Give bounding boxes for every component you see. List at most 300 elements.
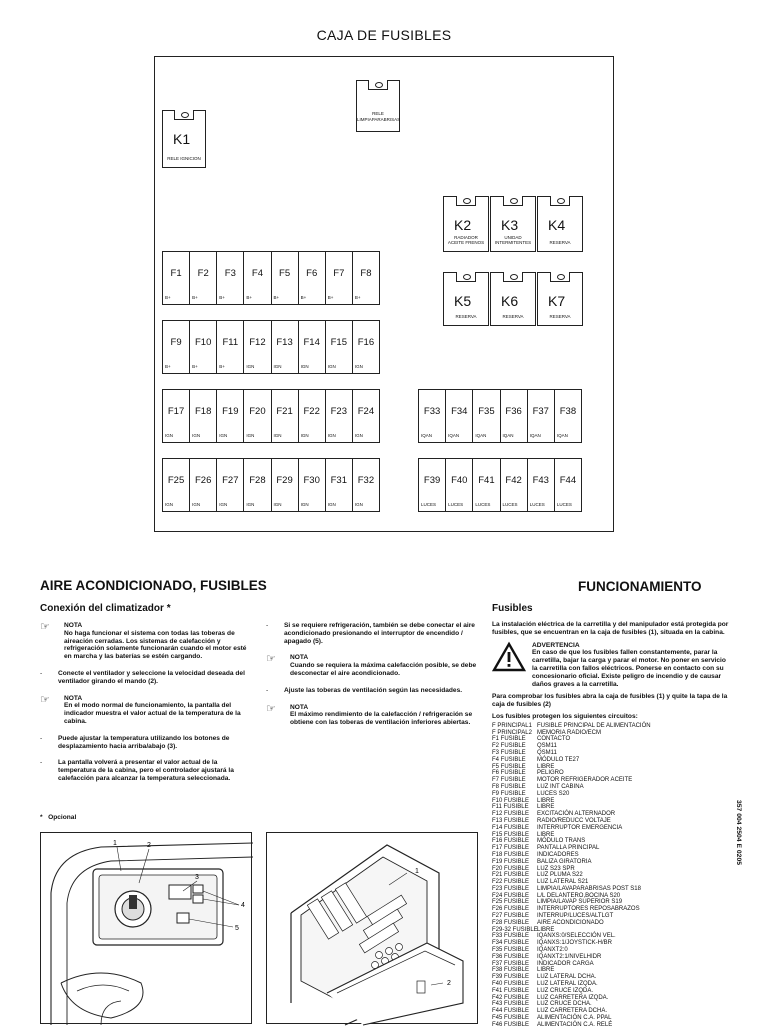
fuse-list-circuit: LUZ CRUCE DCHA. (537, 1001, 592, 1008)
fuse-list-circuit: FUSIBLE PRINCIPAL DE ALIMENTACIÓN (537, 722, 651, 729)
fuse-slot (272, 321, 299, 373)
fuse-list-id: F7 FUSIBLE (492, 777, 526, 784)
callout-number: 1 (113, 840, 117, 847)
fuse-row (418, 389, 582, 443)
fuse-list-circuit: CONTACTO (537, 736, 571, 743)
nota-block (266, 654, 478, 677)
nota-block (266, 704, 478, 727)
footnote-text: Opcional (48, 814, 77, 821)
fuse-slot (163, 459, 190, 511)
fuse-list-id: F33 FUSIBLE (492, 933, 530, 940)
fuse-list-circuit: IQANXT2:0 (537, 947, 568, 954)
fuse-circuit: LUCES (448, 502, 464, 507)
relay (537, 272, 583, 326)
fuse-id: F22 (303, 406, 320, 417)
fuse-id: F38 (559, 406, 577, 417)
fuse-id: F40 (451, 475, 468, 486)
section-header-right: FUNCIONAMIENTO (578, 579, 702, 594)
fuse-list-id: F28 FUSIBLE (492, 919, 530, 926)
relay (162, 110, 206, 168)
fuse-row (162, 320, 380, 374)
callout-leader (117, 847, 121, 871)
fuse-id: F26 (195, 475, 212, 486)
fuse-list-circuit: IQANXS:0/SELECCIÓN VEL. (537, 933, 616, 940)
fuse-id: F15 (330, 337, 347, 348)
right-column-text (492, 621, 732, 1029)
relay-tab-icon (368, 80, 388, 90)
bullet-item: - Conecte el ventilador y seleccione la velocidad deseada del ventilador girando el mando (2). (40, 670, 254, 686)
fuse-id: F2 (197, 268, 209, 279)
bullet-text: La pantalla volverá a presentar el valor actual de la temperatura de la cabina, pero el controlador ajustará la calefacción para alcanzar la temperatura seleccionada. (58, 759, 234, 782)
fuse-slot (501, 390, 528, 442)
diagram-title: CAJA DE FUSIBLES (316, 27, 452, 43)
fuse-list-circuit: LUZ LATERAL DCHA. (537, 974, 597, 981)
relay-tab-icon (503, 272, 523, 282)
fuse-list-circuit: PELIGRO (537, 770, 564, 777)
nota-text: El máximo rendimiento de la calefacción / refrigeración se obtiene con las toberas de ventilación inferiores abiertas. (290, 711, 473, 727)
relay-id: K5 (454, 293, 472, 309)
fuse-list-circuit: MEMORIA RADIO/ECM (537, 729, 602, 736)
fuse-list-id: F21 FUSIBLE (492, 872, 530, 879)
fuse-circuit: IQAN (448, 433, 460, 438)
fuse-id: F18 (195, 406, 212, 417)
relay-tab-icon (456, 272, 476, 282)
footnote-optional (40, 814, 76, 822)
fuse-id: F23 (330, 406, 347, 417)
fuse-slot (528, 459, 555, 511)
fuse-id: F39 (423, 475, 441, 486)
relay-id: K4 (548, 217, 566, 233)
fuse-circuit: IGN (219, 433, 228, 438)
fuse-slot (419, 459, 446, 511)
relay-tab-icon (456, 196, 476, 206)
fuse-slot (163, 252, 190, 304)
fuse-circuit: IGN (327, 364, 336, 369)
fuse-list-circuit: INTERRUPTOR EMERGENCIA (537, 824, 623, 831)
fuse-list-id: F23 FUSIBLE (492, 885, 530, 892)
fuse-id: F33 (423, 406, 441, 417)
pointing-hand-icon: ☞ (266, 653, 276, 666)
fuse-circuit: IQAN (502, 433, 514, 438)
fuse-circuit: IGN (273, 502, 282, 507)
relay-id: K2 (454, 217, 472, 233)
fuse-circuit: B+ (246, 295, 253, 300)
fuse-circuit: LUCES (502, 502, 518, 507)
fuse-slot (190, 459, 217, 511)
fuse-list-circuit: LIBRE (537, 831, 555, 838)
fuse-slot (446, 390, 473, 442)
relay-id: K7 (548, 293, 566, 309)
relay-label: RESERVA (455, 314, 477, 319)
figure-fuse-box (266, 832, 478, 1024)
relay (356, 80, 400, 132)
relay-id: K6 (501, 293, 519, 309)
check-text: Para comprobar los fusibles abra la caja de fusibles (1) y quite la tapa de la caja de fusibles (2) (492, 693, 728, 709)
fuse-row (162, 389, 380, 443)
fuse-circuit: IGN (273, 364, 282, 369)
nota-label: NOTA (64, 622, 83, 629)
fuse-list-id: F20 FUSIBLE (492, 865, 530, 872)
callout-number: 2 (147, 842, 151, 849)
fuse-list-circuit: LIBRE (537, 926, 555, 933)
relay-label: RESERVA (502, 314, 524, 319)
fuse-circuit: LUCES (475, 502, 491, 507)
fuse-circuit: IGN (300, 502, 309, 507)
fuse-slot (244, 252, 271, 304)
fuse-list-circuit: PANTALLA PRINCIPAL (537, 845, 600, 852)
fuse-list-id: F37 FUSIBLE (492, 960, 530, 967)
fuse-list-circuit: L/L DELANTERO,BOCINA S20 (537, 892, 621, 899)
fuse-slot (244, 321, 271, 373)
fuse-slot (555, 390, 581, 442)
left-column-text (40, 622, 254, 783)
fuse-list (492, 723, 732, 1029)
figure-climate-panel (40, 832, 252, 1024)
bullet-text: Si se requiere refrigeración, también se debe conectar el aire acondicionado presionando el interruptor de encendido / apagado (5). (284, 622, 475, 645)
fuse-list-id: F29-32 FUSIBLE (492, 926, 538, 933)
fuse-row (418, 458, 582, 512)
fuse-id: F10 (195, 337, 212, 348)
fuse-slot (353, 459, 379, 511)
fuse-slot (190, 390, 217, 442)
fuse-list-circuit: LUZ LATERAL S21 (537, 879, 589, 886)
relay-label: RESERVA (549, 314, 571, 319)
fuse-circuit: IGN (354, 502, 363, 507)
callout-number: 2 (447, 980, 451, 987)
fuse-circuit: B+ (192, 364, 198, 369)
middle-column-text (266, 622, 478, 727)
fuse-list-id: F22 FUSIBLE (492, 879, 530, 886)
fuse-circuit: LUCES (421, 502, 437, 507)
fuse-list-circuit: ALIMENTACIÓN C.A. RELÉ (537, 1021, 613, 1028)
warning-title: ADVERTENCIA (532, 641, 580, 649)
fuse-list-circuit: BALIZA GIRATORIA (537, 858, 592, 865)
callout-number: 3 (195, 874, 199, 881)
relay (537, 196, 583, 252)
fuse-circuit: B+ (354, 295, 361, 300)
nota-label: NOTA (64, 694, 83, 702)
fuse-list-id: F15 FUSIBLE (492, 831, 530, 838)
fuse-circuit: IGN (246, 502, 255, 507)
fuse-list-id: F40 FUSIBLE (492, 981, 530, 988)
fuse-id: F37 (532, 406, 549, 417)
fuse-circuit: IGN (165, 433, 174, 438)
fuse-list-id: F8 FUSIBLE (492, 783, 526, 790)
fuse-circuit: IGN (192, 433, 201, 438)
fuse-list-circuit: LUZ LATERAL IZQDA. (537, 981, 598, 988)
relay-id: K1 (173, 131, 191, 147)
fuse-circuit: IGN (327, 433, 336, 438)
fuse-slot (326, 459, 353, 511)
fuse-circuit: IQAN (529, 433, 541, 438)
nota-block (40, 622, 254, 661)
fuse-list-id: F27 FUSIBLE (492, 913, 530, 920)
relay-label: UNIDAD INTERMITENTES (494, 235, 532, 245)
fuse-list-circuit: LUZ CARRETERA DCHA. (537, 1008, 608, 1015)
fuse-id: F32 (357, 475, 375, 486)
fuse-list-id: F38 FUSIBLE (492, 967, 530, 974)
bullet-item: - Puede ajustar la temperatura utilizando los botones de desplazamiento hacia arriba/abajo (3). (40, 735, 254, 751)
fuse-list-circuit: MÓDULO TRANS (537, 838, 586, 845)
fuse-box-illustration (267, 833, 479, 1025)
bullet-item: - Si se requiere refrigeración, también se debe conectar el aire acondicionado presionando el interruptor de encendido / apagado (5). (266, 622, 478, 645)
fuse-slot (272, 390, 299, 442)
fuse-id: F35 (478, 406, 495, 417)
fuse-circuit: IQAN (421, 433, 433, 438)
fuse-list-circuit: INTERRUP/LUCES/ALTLGT (537, 913, 614, 920)
fuse-list-circuit: IQANXT2:1/NIVELHIDR (537, 953, 602, 960)
fuse-slot (299, 321, 326, 373)
fuse-slot (326, 252, 353, 304)
relay-label: RADIADOR ACEITE FRENOS (447, 235, 485, 245)
fuse-circuit: IGN (327, 502, 336, 507)
relay-label: RELE IGNICION (167, 156, 201, 161)
fuse-id: F11 (222, 337, 239, 348)
fuse-id: F25 (167, 475, 185, 486)
fuse-list-id: F43 FUSIBLE (492, 1001, 530, 1008)
subheader-climatizador: Conexión del climatizador * (40, 603, 171, 614)
fuse-list-circuit: MÓDULO TE27 (537, 756, 580, 763)
fuse-circuit: IGN (300, 433, 309, 438)
fuse-list-id: F3 FUSIBLE (492, 749, 526, 756)
fuse-list-id: F13 FUSIBLE (492, 817, 530, 824)
fuse-list-id: F39 FUSIBLE (492, 974, 530, 981)
relay-label: LIMPIAPARABRISAS (357, 117, 401, 122)
fuse-id: F21 (276, 406, 293, 417)
warning-icon (492, 642, 526, 672)
fuse-slot (190, 321, 217, 373)
nota-text: Cuando se requiera la máxima calefacción posible, se debe desconectar el aire acondicionado. (290, 662, 477, 677)
subheader-fusibles: Fusibles (492, 603, 533, 614)
fuse-slot (299, 390, 326, 442)
fuse-id: F42 (505, 475, 522, 486)
fuse-id: F13 (276, 337, 293, 348)
fuse-slot (473, 459, 500, 511)
section-header-left: AIRE ACONDICIONADO, FUSIBLES (40, 578, 267, 593)
fuse-id: F29 (276, 475, 293, 486)
document-code: 357 004 2504 E 0205 (735, 800, 742, 866)
fuse-id: F3 (224, 268, 236, 279)
fuse-list-id: F26 FUSIBLE (492, 906, 530, 913)
fuse-id: F4 (251, 268, 263, 279)
fuse-id: F20 (249, 406, 266, 417)
callout-number: 4 (241, 902, 245, 909)
fuse-list-id: F44 FUSIBLE (492, 1008, 530, 1015)
pointing-hand-icon: ☞ (266, 702, 276, 715)
fuse-id: F7 (333, 268, 345, 279)
nota-text: No haga funcionar el sistema con todas las toberas de aireación cerradas. Los sistemas de calefacción y refrigeración solamente funcionarán cuando el motor esté en marcha y las baterías se estén cargando. (64, 629, 247, 661)
fuse-list-id: F19 FUSIBLE (492, 858, 530, 865)
fuse-list-id: F5 FUSIBLE (492, 763, 526, 770)
fuse-list-id: F35 FUSIBLE (492, 947, 530, 954)
fuse-circuit: B+ (273, 295, 280, 300)
fuse-id: F27 (222, 475, 239, 486)
fuse-slot (163, 321, 190, 373)
fuse-list-id: F42 FUSIBLE (492, 994, 530, 1001)
fuse-slot (555, 459, 581, 511)
fuse-list-circuit: EXCITACIÓN ALTERNADOR (537, 811, 616, 818)
fuse-id: F14 (303, 337, 320, 348)
relay-id: K3 (501, 217, 519, 233)
fuse-circuit: LUCES (556, 502, 572, 507)
fuse-slot (217, 321, 244, 373)
fuse-list-id: F25 FUSIBLE (492, 899, 530, 906)
fuse-list-circuit: LUZ INT CABINA (537, 783, 584, 790)
fuse-slot (190, 252, 217, 304)
warning-text: En caso de que los fusibles fallen constantemente, parar la carretilla, bajar la carga y parar el motor. No poner en servicio la carretilla con fallos eléctricos. Ponerse en contacto con su concesionario oficial. Existe peligro de incendio y de causar daños graves a la carretilla. (532, 649, 726, 688)
pointing-hand-icon: ☞ (40, 621, 50, 633)
fuse-id: F9 (170, 337, 182, 348)
fuse-list-circuit: LUZ S23 SPR (537, 865, 575, 872)
fuse-list-id: F24 FUSIBLE (492, 892, 530, 899)
fuse-list-id: F18 FUSIBLE (492, 851, 530, 858)
fuse-slot (419, 390, 446, 442)
fuse-list-id: F14 FUSIBLE (492, 824, 530, 831)
relay-tab-icon (550, 272, 570, 282)
fuse-list-id: F11 FUSIBLE (492, 804, 529, 811)
fuse-circuit: IGN (165, 502, 174, 507)
fuse-circuit: IQAN (556, 433, 568, 438)
fuse-slot (473, 390, 500, 442)
fuse-id: F41 (478, 475, 495, 486)
relay-label: RESERVA (549, 240, 571, 245)
fuse-slot (326, 321, 353, 373)
fuse-id: F19 (222, 406, 239, 417)
fuse-circuit: B+ (219, 295, 225, 300)
fuse-circuit: IGN (219, 502, 228, 507)
fuse-circuit: IGN (273, 433, 282, 438)
fuse-list-circuit: LUZ CARRETERA IZQDA. (537, 994, 609, 1001)
fuse-id: F1 (170, 268, 182, 279)
fuse-id: F36 (505, 406, 522, 417)
relay (490, 272, 536, 326)
fuse-circuit: IGN (300, 364, 309, 369)
fuse-list-circuit: LUCES S20 (537, 790, 570, 797)
fuse-list-circuit: AIRE ACONDICIONADO (537, 919, 604, 926)
fuse-slot (446, 459, 473, 511)
fuse-list-id: F41 FUSIBLE (492, 987, 530, 994)
fuse-list-circuit: INDICADORES (537, 851, 579, 858)
fuse-circuit: IGN (246, 364, 255, 369)
fuse-list-circuit: LIMPIA/LAVAP SUPERIOR S19 (537, 899, 623, 906)
fuse-id: F12 (249, 337, 266, 348)
fuse-circuit: IGN (354, 364, 363, 369)
fuse-circuit: B+ (327, 295, 334, 300)
fuse-id: F31 (330, 475, 347, 486)
relay-id: RELE (372, 111, 384, 116)
fuse-slot (244, 390, 271, 442)
fuse-circuit: B+ (300, 295, 307, 300)
fuse-id: F16 (357, 337, 375, 348)
fuse-list-circuit: QSM11 (537, 749, 557, 756)
fuse-slot (244, 459, 271, 511)
fuse-list-id: F10 FUSIBLE (492, 797, 530, 804)
fuse-list-id: F4 FUSIBLE (492, 756, 526, 763)
fuse-list-circuit: INTERRUPTORES REPOSABRAZOS (537, 906, 640, 913)
nota-text: En el modo normal de funcionamiento, la pantalla del indicador muestra el valor actual de la temperatura de la cabina. (64, 702, 241, 725)
footnote-mark: * (40, 814, 43, 821)
fuse-id: F34 (451, 406, 468, 417)
fuse-slot (353, 252, 379, 304)
relay (490, 196, 536, 252)
intro-text: La instalación eléctrica de la carretilla y del manipulador está protegida por fusibles, que se encuentran en la caja de fusibles (1), situada en la cabina. (492, 621, 729, 636)
fuse-id: F44 (559, 475, 577, 486)
fuse-list-id: F46 FUSIBLE (492, 1021, 530, 1028)
fuse-slot (163, 390, 190, 442)
fuse-list-id: F45 FUSIBLE (492, 1015, 530, 1022)
fuse-circuit: B+ (165, 364, 171, 369)
fuse-list-circuit: LIBRE (537, 763, 555, 770)
relay-tab-icon (550, 196, 570, 206)
relay (443, 196, 489, 252)
fuse-slot (528, 390, 555, 442)
fuse-circuit: IGN (246, 433, 255, 438)
bullet-item: - La pantalla volverá a presentar el valor actual de la temperatura de la cabina, pero el controlador ajustará la calefacción para alcanzar la temperatura seleccionada. (40, 759, 254, 782)
fuse-list-id: F1 FUSIBLE (492, 736, 526, 743)
fuse-slot (299, 459, 326, 511)
relay (443, 272, 489, 326)
fuse-row (162, 458, 380, 512)
fuse-list-circuit: LIBRE (537, 797, 555, 804)
fuse-list-circuit: QSM11 (537, 743, 557, 750)
fuse-list-id: F36 FUSIBLE (492, 953, 530, 960)
fuse-slot (217, 390, 244, 442)
fuse-id: F30 (303, 475, 320, 486)
fuse-list-circuit: LIBRE (537, 804, 555, 811)
bullet-item: - Ajuste las toberas de ventilación según las necesidades. (266, 687, 478, 695)
fuse-list-id: F PRINCIPAL1 (492, 722, 532, 729)
nota-block (40, 695, 254, 726)
fuse-id: F5 (279, 268, 291, 279)
bullet-text: Conecte el ventilador y seleccione la velocidad deseada del ventilador girando el mando (2). (58, 669, 245, 685)
warning-block (492, 642, 732, 689)
fuse-slot (272, 459, 299, 511)
fuse-slot (299, 252, 326, 304)
fuse-slot (217, 459, 244, 511)
fuse-list-id: F2 FUSIBLE (492, 743, 526, 750)
fuse-circuit: IQAN (475, 433, 487, 438)
nota-label: NOTA (290, 703, 309, 711)
fuse-circuit: B+ (165, 295, 171, 300)
callout-number: 1 (415, 868, 419, 875)
fuse-id: F17 (167, 406, 185, 417)
fuse-list-id: F PRINCIPAL2 (492, 729, 532, 736)
fuse-list-id: F9 FUSIBLE (492, 790, 526, 797)
fuse-list-id: F16 FUSIBLE (492, 838, 530, 845)
fuse-list-circuit: RADIO/REDUCC VOLTAJE (537, 817, 611, 824)
fuse-list-circuit: LUZ CRUCE IZQDA. (537, 987, 594, 994)
bullet-text: Puede ajustar la temperatura utilizando los botones de desplazamiento hacia arriba/abajo (3). (58, 734, 230, 750)
bullet-text: Ajuste las toberas de ventilación según las necesidades. (284, 686, 463, 694)
fuse-list-title: Los fusibles protegen los siguientes circuitos: (492, 712, 638, 720)
fuse-list-circuit: LIMPIA/LAVAPARABRISAS POST S18 (537, 885, 641, 892)
fuse-slot (353, 390, 379, 442)
fuse-slot (326, 390, 353, 442)
fuse-list-id: F6 FUSIBLE (492, 770, 526, 777)
fuse-id: F6 (306, 268, 318, 279)
fuse-slot (217, 252, 244, 304)
fuse-slot (272, 252, 299, 304)
fuse-circuit: LUCES (529, 502, 545, 507)
callout-number: 5 (235, 925, 239, 932)
fuse-id: F28 (249, 475, 266, 486)
fuse-list-id: F34 FUSIBLE (492, 940, 530, 947)
relay-tab-icon (503, 196, 523, 206)
fuse-circuit: B+ (219, 364, 225, 369)
fuse-id: F43 (532, 475, 549, 486)
fuse-list-id: F17 FUSIBLE (492, 845, 530, 852)
fuse-circuit: IGN (354, 433, 363, 438)
